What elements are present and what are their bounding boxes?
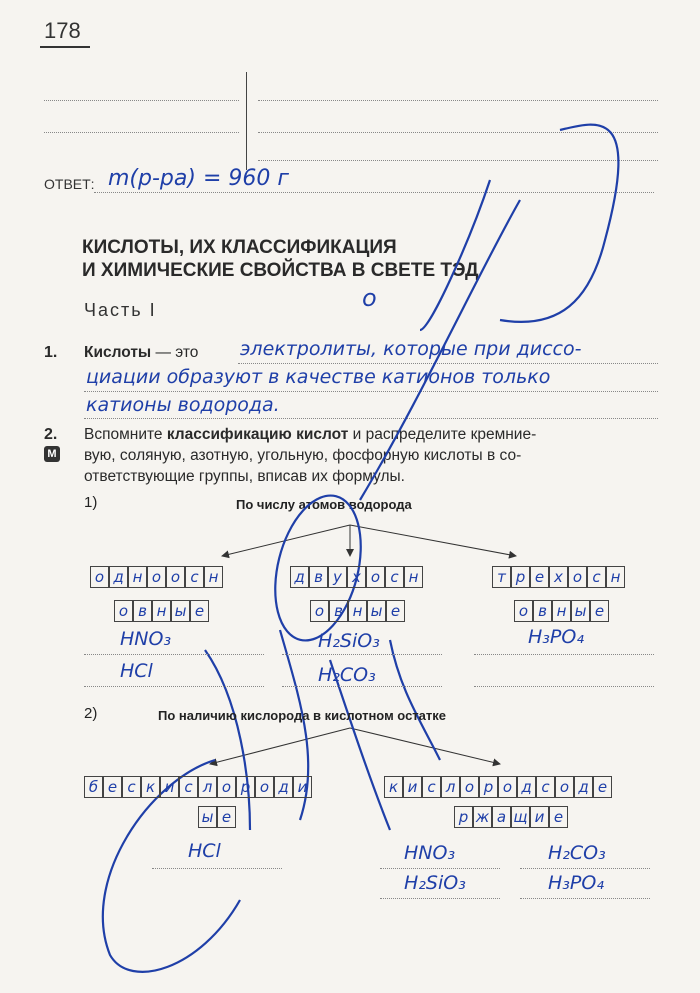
letter-cell: с [422,776,441,798]
letter-cell: н [204,566,223,588]
letter-cell: н [152,600,171,622]
letter-cell: и [293,776,312,798]
letter-cell: е [103,776,122,798]
formula-line [84,686,264,687]
letter-cell: о [460,776,479,798]
letter-cell: о [217,776,236,798]
section-title-line1: КИСЛОТЫ, ИХ КЛАССИФИКАЦИЯ [82,237,397,258]
letter-cell: у [328,566,347,588]
sub2-title: По наличию кислорода в кислотном остатке [158,708,446,723]
letter-cell: с [536,776,555,798]
acid-formula: HCl [188,840,221,862]
letter-cell: т [492,566,511,588]
letter-cell: и [160,776,179,798]
letter-cell: с [385,566,404,588]
letter-cell: о [366,566,385,588]
letter-cell: и [530,806,549,828]
letter-cell: с [179,776,198,798]
letter-cell: а [492,806,511,828]
letter-cell: ж [473,806,492,828]
letter-cell: о [568,566,587,588]
letter-cell: р [236,776,255,798]
letter-cell: в [309,566,328,588]
letter-cell: д [109,566,128,588]
letter-cell: о [310,600,329,622]
formula-line [282,686,442,687]
acid-formula: H₂SiO₃ [404,872,466,894]
formula-line [84,654,264,655]
formula-line [380,898,500,899]
letter-cell: е [593,776,612,798]
letter-cell: в [329,600,348,622]
letter-cell: е [530,566,549,588]
acid-formula: HNO₃ [120,628,172,650]
letter-cell: о [514,600,533,622]
letter-cell: ы [171,600,190,622]
letter-cell: н [606,566,625,588]
scribble-letter: о [362,284,377,312]
letter-cell: о [255,776,274,798]
letter-cell: д [274,776,293,798]
letter-cell: о [166,566,185,588]
letter-cell: о [498,776,517,798]
letter-cell: в [133,600,152,622]
q1-term: Кислоты [84,344,152,361]
letter-cell: х [347,566,366,588]
letter-cell: л [441,776,460,798]
letter-cell: ы [571,600,590,622]
letter-cell: ы [367,600,386,622]
formula-line [380,868,500,869]
letter-cell: н [128,566,147,588]
q2-prompt: Вспомните классификацию кислот и распределите кремние- вую, соляную, азотную, угольную, фосфорную кислоты в со- ответствующие группы, вписав их формулы. [84,426,537,485]
q1-answer-line2: циации образуют в качестве катионов только [86,366,551,388]
letter-cell: д [290,566,309,588]
acid-formula: H₃PO₄ [528,626,584,648]
formula-line [282,654,442,655]
letter-cell: с [185,566,204,588]
page-number: 178 [44,18,81,43]
letter-cell: б [84,776,103,798]
acid-formula: H₂CO₃ [548,842,606,864]
letter-cell: е [190,600,209,622]
letter-cell: с [122,776,141,798]
letter-cell: р [479,776,498,798]
letter-cell: е [386,600,405,622]
q2-number: 2. [44,426,58,443]
letter-cell: е [217,806,236,828]
letter-cell: х [549,566,568,588]
answer-label: ОТВЕТ: [44,176,95,192]
formula-line [474,686,654,687]
letter-cell: н [348,600,367,622]
formula-line [152,868,282,869]
letter-cell: о [555,776,574,798]
acid-formula: H₂SiO₃ [318,630,380,652]
acid-formula: HNO₃ [404,842,456,864]
letter-cell: и [403,776,422,798]
formula-line [474,654,654,655]
letter-cell: к [141,776,160,798]
acid-formula: H₃PO₄ [548,872,604,894]
letter-cell: л [198,776,217,798]
sub2-number: 2) [84,705,98,722]
letter-cell: д [574,776,593,798]
acid-formula: H₂CO₃ [318,664,376,686]
sub1-title: По числу атомов водорода [236,497,412,512]
method-badge: М [44,446,60,462]
acid-formula: HCl [120,660,153,682]
sub1-number: 1) [84,494,98,511]
letter-cell: в [533,600,552,622]
letter-cell: к [384,776,403,798]
q1-number: 1. [44,344,58,361]
q1-answer-line3: катионы водорода. [86,394,280,416]
formula-line [520,868,650,869]
part-label: Часть I [84,300,157,320]
letter-cell: о [114,600,133,622]
letter-cell: о [90,566,109,588]
letter-cell: р [511,566,530,588]
section-title-line2: И ХИМИЧЕСКИЕ СВОЙСТВА В СВЕТЕ ТЭД [82,260,479,281]
letter-cell: е [590,600,609,622]
answer-value: m(р-ра) = 960 г [108,166,289,191]
letter-cell: щ [511,806,530,828]
letter-cell: н [404,566,423,588]
q1-dash: — это [151,344,199,361]
formula-line [520,898,650,899]
letter-cell: с [587,566,606,588]
letter-cell: д [517,776,536,798]
letter-cell: н [552,600,571,622]
letter-cell: р [454,806,473,828]
letter-cell: о [147,566,166,588]
letter-cell: ы [198,806,217,828]
letter-cell: е [549,806,568,828]
q1-answer-line1: электролиты, которые при диссо- [240,338,582,360]
